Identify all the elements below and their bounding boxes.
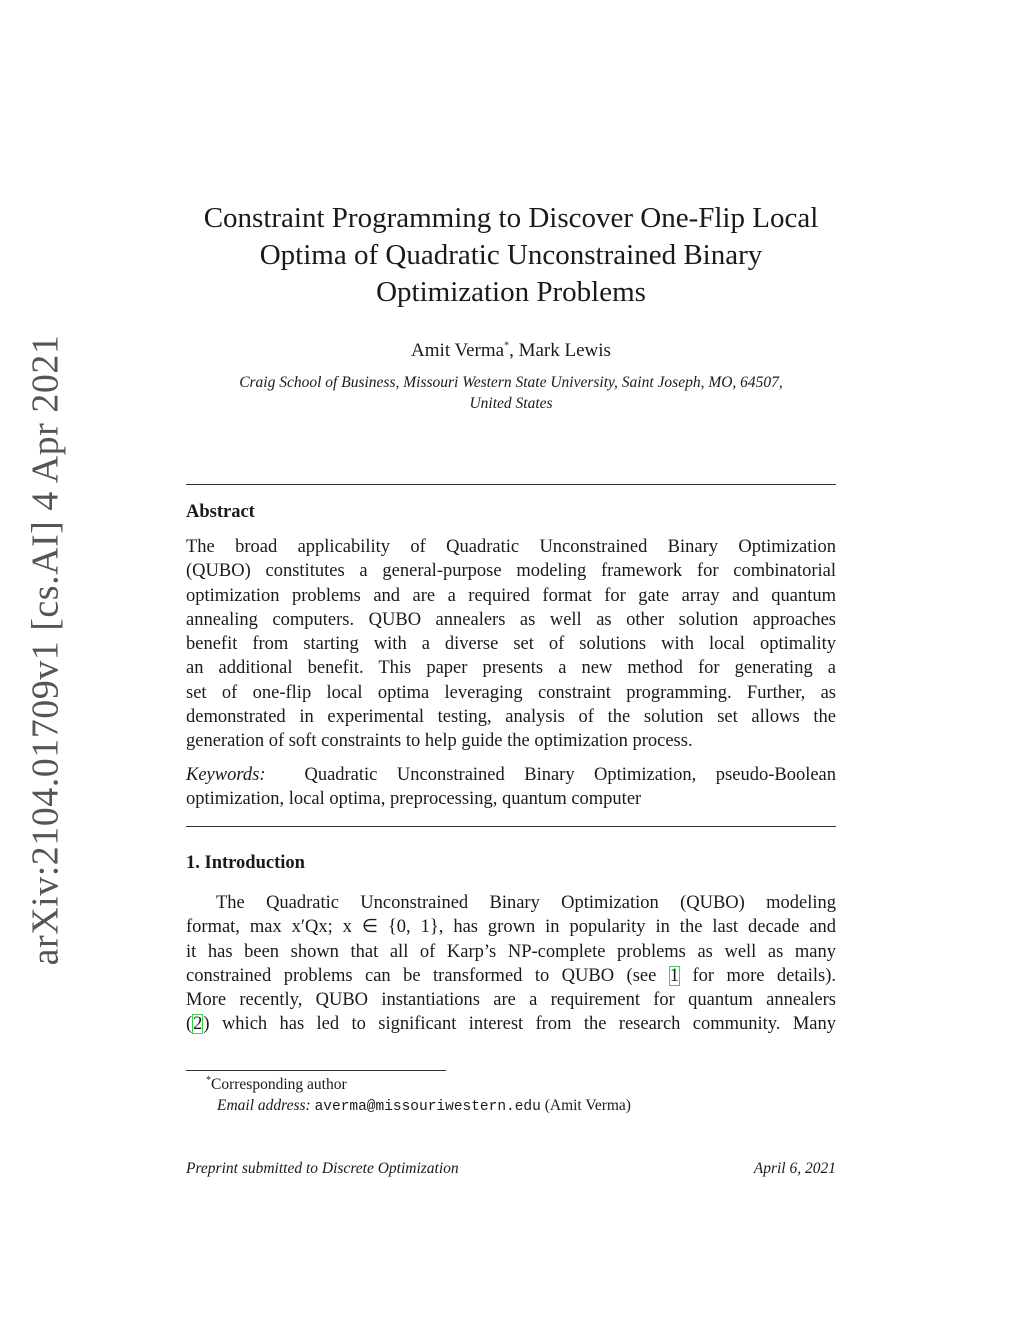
- footer-date: April 6, 2021: [753, 1160, 836, 1177]
- keywords-line: optimization, local optima, preprocessing, quantum computer: [186, 789, 642, 810]
- intro-line: The Quadratic Unconstrained Binary Optimization (QUBO) modeling: [216, 893, 836, 913]
- abstract-heading: Abstract: [186, 502, 255, 522]
- intro-text: for more details).: [680, 965, 836, 986]
- arxiv-identifier[interactable]: arXiv:2104.01709v1 [cs.AI] 4 Apr 2021: [24, 334, 67, 966]
- abstract-line: demonstrated in experimental testing, analysis of the solution set allows the: [186, 707, 836, 728]
- affiliation: [186, 372, 836, 414]
- author-name: Amit Verma: [411, 340, 505, 361]
- intro-line: More recently, QUBO instantiations are a requirement for quantum annealers: [186, 990, 836, 1011]
- abstract-line: set of one-flip local optima leveraging constraint programming. Further, as: [186, 682, 836, 703]
- title-line: Constraint Programming to Discover One-Flip Local: [203, 202, 819, 234]
- abstract-line: annealing computers. QUBO annealers as well as other solution approaches: [186, 609, 836, 630]
- intro-line: it has been shown that all of Karp’s NP-complete problems as well as many: [186, 941, 836, 962]
- citation-link-1[interactable]: 1: [669, 965, 680, 986]
- keywords-text: Quadratic Unconstrained Binary Optimization, pseudo-Boolean: [304, 765, 837, 785]
- abstract-line: (QUBO) constitutes a general-purpose modeling framework for combinatorial: [186, 561, 836, 582]
- keywords: [186, 763, 836, 812]
- section-heading-introduction: 1. Introduction: [186, 853, 305, 873]
- author-name: , Mark Lewis: [509, 340, 611, 361]
- keywords-label: Keywords:: [186, 765, 266, 785]
- abstract-line: an additional benefit. This paper presents a new method for generating a: [186, 658, 836, 679]
- keywords-line: [186, 763, 836, 787]
- title-line: Optimization Problems: [376, 276, 646, 308]
- footnote-mark: *: [206, 1074, 211, 1086]
- divider: [186, 826, 836, 827]
- abstract-line: The broad applicability of Quadratic Unconstrained Binary Optimization: [186, 537, 836, 557]
- intro-text: ) which has led to significant interest from the research community. Many: [203, 1014, 836, 1035]
- abstract-line: benefit from starting with a diverse set of solutions with local optimality: [186, 634, 836, 655]
- email-owner: (Amit Verma): [544, 1097, 631, 1114]
- affiliation-line: United States: [469, 395, 553, 412]
- abstract-line: generation of soft constraints to help guide the optimization process.: [186, 731, 693, 752]
- email-address[interactable]: averma@missouriwestern.edu: [314, 1099, 541, 1115]
- abstract-text: [186, 535, 836, 754]
- page-footer: [186, 1160, 836, 1178]
- citation-link-2[interactable]: 2: [193, 1014, 203, 1035]
- affiliation-line: Craig School of Business, Missouri Western State University, Saint Joseph, MO, 64507,: [239, 374, 783, 391]
- author-list: [186, 340, 836, 362]
- footnote-email: [186, 1095, 836, 1118]
- intro-line: [186, 964, 836, 988]
- title-line: Optima of Quadratic Unconstrained Binary: [259, 239, 763, 271]
- paper-title: [186, 200, 836, 311]
- divider: [186, 484, 836, 485]
- introduction-text: [186, 891, 836, 1037]
- footnote-divider: [186, 1070, 446, 1071]
- corresponding-mark: *: [504, 340, 510, 352]
- email-label: Email address:: [217, 1097, 311, 1114]
- arxiv-sidebar: [20, 334, 70, 966]
- intro-line: [186, 1012, 836, 1036]
- intro-text: constrained problems can be transformed to QUBO (see: [186, 965, 669, 986]
- footer-submission: Preprint submitted to Discrete Optimization: [186, 1160, 459, 1177]
- footnote-text: Corresponding author: [211, 1076, 347, 1093]
- intro-text: (: [186, 1014, 193, 1035]
- footnote-corresponding: [186, 1074, 836, 1095]
- abstract-line: optimization problems and are a required format for gate array and quantum: [186, 585, 836, 606]
- intro-line: format, max x′Qx; x ∈ {0, 1}, has grown in popularity in the last decade and: [186, 917, 836, 938]
